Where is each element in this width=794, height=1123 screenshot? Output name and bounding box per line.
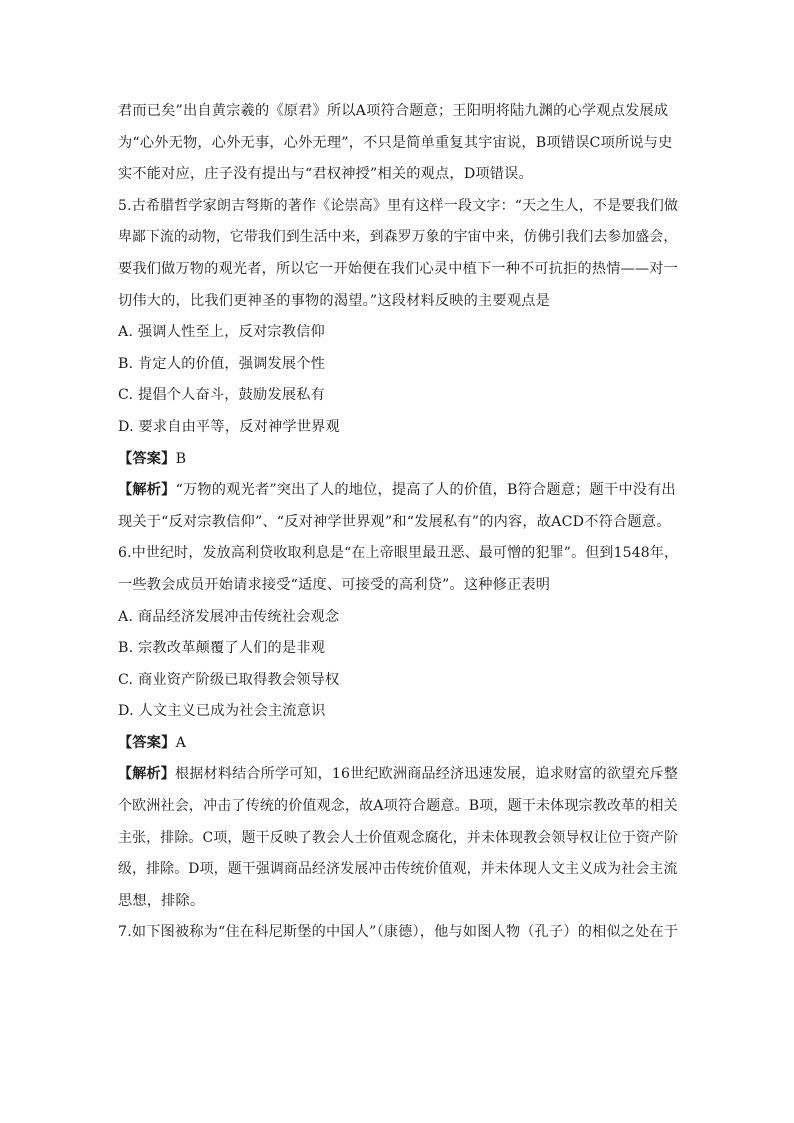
q5-option-a: A. 强调人性至上，反对宗教信仰 bbox=[118, 324, 325, 341]
document-body bbox=[118, 96, 678, 949]
q5-analysis bbox=[118, 475, 678, 507]
question-6-stem: 6.中世纪时，发放高利贷收取利息是“在上帝眼里最丑恶、最可憎的犯罪”。但到1548年， bbox=[118, 545, 679, 562]
text-line: 实不能对应，庄子没有提出与“君权神授”相关的观点，D项错误。 bbox=[118, 166, 533, 183]
question-5-stem: 5.古希腊哲学家朗吉弩斯的著作《论崇高》里有这样一段文字：“天之生人，不是要我们做 bbox=[118, 197, 679, 214]
q6-option-b: B. 宗教改革颠覆了人们的是非观 bbox=[118, 640, 326, 657]
q6-option-d: D. 人文主义已成为社会主流意识 bbox=[118, 703, 326, 720]
question-7-stem: 7.如下图被称为“住在科尼斯堡的中国人”（康德），他与如图人物（孔子）的相似之处在于 bbox=[118, 924, 679, 941]
text-line: 君而已矣”出自黄宗羲的《原君》所以A项符合题意；王阳明将陆九渊的心学观点发展成 bbox=[118, 103, 669, 119]
q5-option-b: B. 肯定人的价值，强调发展个性 bbox=[118, 355, 326, 372]
text-line: 现关于“反对宗教信仰”、“反对神学世界观”和“发展私有”的内容，故ACD不符合题意。 bbox=[118, 513, 671, 530]
q5-option-c: C. 提倡个人奋斗，鼓励发展私有 bbox=[118, 387, 326, 404]
answer-value: B bbox=[175, 450, 187, 467]
q5-answer bbox=[118, 444, 678, 476]
text-line: 主张，排除。C项，题干反映了教会人士价值观念腐化，并未体现教会领导权让位于资产阶 bbox=[118, 829, 679, 846]
text-line: 思想，排除。 bbox=[118, 892, 205, 909]
text-line: 一些教会成员开始请求接受“适度、可接受的高利贷”。这种修正表明 bbox=[118, 576, 551, 593]
text-line: 卑鄙下流的动物，它带我们到生活中来，到森罗万象的宇宙中来，仿佛引我们去参加盛会， bbox=[118, 229, 678, 246]
answer-value: A bbox=[175, 734, 187, 751]
analysis-text: 根据材料结合所学可知，16世纪欧洲商品经济迅速发展，追求财富的欲望充斥整 bbox=[175, 766, 679, 783]
analysis-tag: 【解析】 bbox=[118, 766, 176, 783]
q6-option-c: C. 商业资产阶级已取得教会领导权 bbox=[118, 671, 340, 688]
q6-answer bbox=[118, 728, 678, 760]
text-line: 为“心外无物，心外无事，心外无理”，不只是简单重复其宇宙说，B项错误C项所说与史 bbox=[118, 134, 673, 151]
answer-tag: 【答案】 bbox=[118, 450, 176, 467]
text-line: 切伟大的，比我们更神圣的事物的渴望。”这段材料反映的主要观点是 bbox=[118, 292, 550, 309]
text-line: 级，排除。D项，题干强调商品经济发展冲击传统价值观，并未体现人文主义成为社会主流 bbox=[118, 861, 678, 878]
text-line: 要我们做万物的观光者，所以它一开始便在我们心灵中植下一种不可抗拒的热情——对一 bbox=[118, 260, 679, 277]
analysis-tag: 【解析】 bbox=[118, 482, 176, 499]
text-line: 个欧洲社会，冲击了传统的价值观念，故A项符合题意。B项，题干未体现宗教改革的相关 bbox=[118, 798, 678, 815]
q6-analysis bbox=[118, 759, 679, 791]
q6-option-a: A. 商品经济发展冲击传统社会观念 bbox=[118, 608, 340, 625]
analysis-text: “万物的观光者”突出了人的地位，提高了人的价值，B符合题意；题干中没有出 bbox=[175, 482, 676, 499]
q5-option-d: D. 要求自由平等，反对神学世界观 bbox=[118, 418, 340, 435]
answer-tag: 【答案】 bbox=[118, 734, 176, 751]
